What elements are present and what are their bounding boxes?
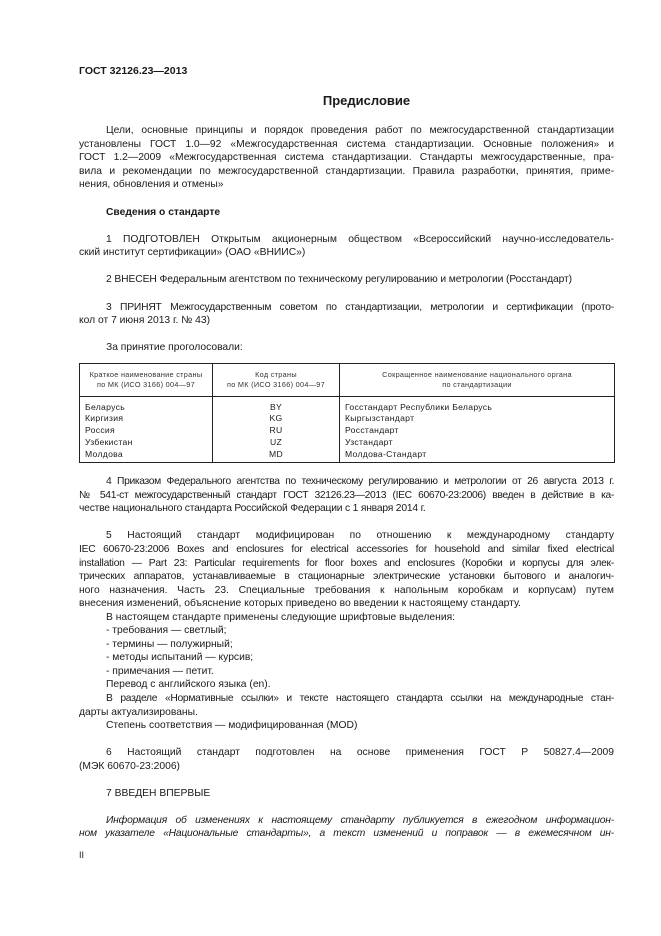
item-2 [79,273,614,287]
intro-paragraph [79,124,614,192]
list-item: - требования — светлый; [106,625,227,637]
text-line: дарты актуализированы. [79,706,198,718]
document-body [79,124,614,841]
text-line: вила и рекомендации по межгосударственной стандартизации. Правила разработки, принятия, приме- [79,165,614,177]
text-line: ский институт сертификации» (ОАО «ВНИИС») [79,247,306,259]
document-id: ГОСТ 32126.23—2013 [79,65,188,77]
table-row: Беларусь BY Госстандарт Республики Беларусь [80,396,615,413]
table-row: Россия RU Росстандарт [80,425,615,437]
text-line: № 541-ст межгосударственный стандарт ГОСТ 32126.23—2013 (IEC 60670-23:2006) введен в действие в ка- [79,489,614,501]
changes-note [79,814,614,841]
table-row: Узбекистан UZ Узстандарт [80,437,615,449]
text-line: 2 ВНЕСЕН Федеральным агентством по техническому регулированию и метрологии (Росстандарт) [106,274,572,286]
page-title: Предисловие [322,93,411,108]
text-line: ГОСТ 1.2—2009 «Межгосударственная система стандартизации. Стандарты межгосударственные, пра- [79,152,614,164]
voting-table [79,363,615,464]
item-3 [79,301,614,328]
item-6 [79,746,614,773]
item-4 [79,475,614,516]
text-line: Перевод с английского языка (en). [106,679,271,691]
section-heading: Сведения о стандарте [106,206,221,218]
text-line: 6 Настоящий стандарт подготовлен на основе применения ГОСТ Р 50827.4—2009 [106,747,614,759]
text-line: 3 ПРИНЯТ Межгосударственным советом по стандартизации, метрологии и сертификации (прото- [106,301,614,313]
text-line: трических аппаратов, устанавливаемые в стационарные электрические установки бытового и аналогич- [79,571,614,583]
text-line: внесения изменений, объяснение которых приведено во введении к настоящему стандарту. [79,598,521,610]
table-header: Сокращенное наименование национального органа по стандартизации [340,363,615,396]
text-line: ном указателе «Национальные стандарты», а текст изменений и поправок — в ежемесячном ин- [79,828,614,840]
text-line: 4 Приказом Федерального агентства по техническому регулированию и метрологии от 26 августа 2013 г. [106,476,614,488]
item-1 [79,233,614,260]
text-line: честве национального стандарта Российской Федерации с 1 января 2014 г. [79,503,426,515]
item-5 [79,529,614,732]
text-line: Степень соответствия — модифицированная (MOD) [106,720,358,732]
text-line: 5 Настоящий стандарт модифицирован по отношению к международному стандарту [106,530,614,542]
text-line: В настоящем стандарте применены следующие шрифтовые выделения: [106,611,456,623]
list-item: - методы испытаний — курсив; [106,652,254,664]
table-row: Киргизия KG Кыргызстандарт [80,413,615,425]
text-line: IEC 60670-23:2006 Boxes and enclosures for electrical accessories for household and similar fixed electrical [79,544,614,555]
text-line: installation — Part 23: Particular requirements for floor boxes and enclosures (Коробки и корпусы для элек- [79,557,614,569]
text-line: 1 ПОДГОТОВЛЕН Открытым акционерным обществом «Всероссийский научно-исследователь- [106,233,614,245]
table-header: Код страны по МК (ИСО 3166) 004—97 [213,363,340,396]
table-row: Молдова MD Молдова-Стандарт [80,449,615,463]
text-line: ного назначения. Часть 23. Специальные требования к напольным коробкам и корпусам) путем [79,584,614,596]
text-line: установлены ГОСТ 1.0—92 «Межгосударственная система стандартизации. Основные положения» и [79,138,614,150]
table-header: Краткое наименование страны по МК (ИСО 3166) 004—97 [80,363,213,396]
list-item: - примечания — петит. [106,665,214,677]
list-item: - термины — полужирный; [106,638,233,650]
text-line: В разделе «Нормативные ссылки» и тексте настоящего стандарта ссылки на международные стан- [106,693,614,705]
text-line: нения, обновления и отмены» [79,179,224,191]
item-7: 7 ВВЕДЕН ВПЕРВЫЕ [106,787,211,799]
text-line: Цели, основные принципы и порядок проведения работ по межгосударственной стандартизации [106,125,614,136]
text-line: (МЭК 60670-23:2006) [79,760,180,772]
voted-label: За принятие проголосовали: [106,342,243,354]
text-line: Информация об изменениях к настоящему стандарту публикуется в ежегодном информацион- [106,814,614,826]
text-line: кол от 7 июня 2013 г. № 43) [79,315,211,327]
page-number: II [79,850,85,860]
